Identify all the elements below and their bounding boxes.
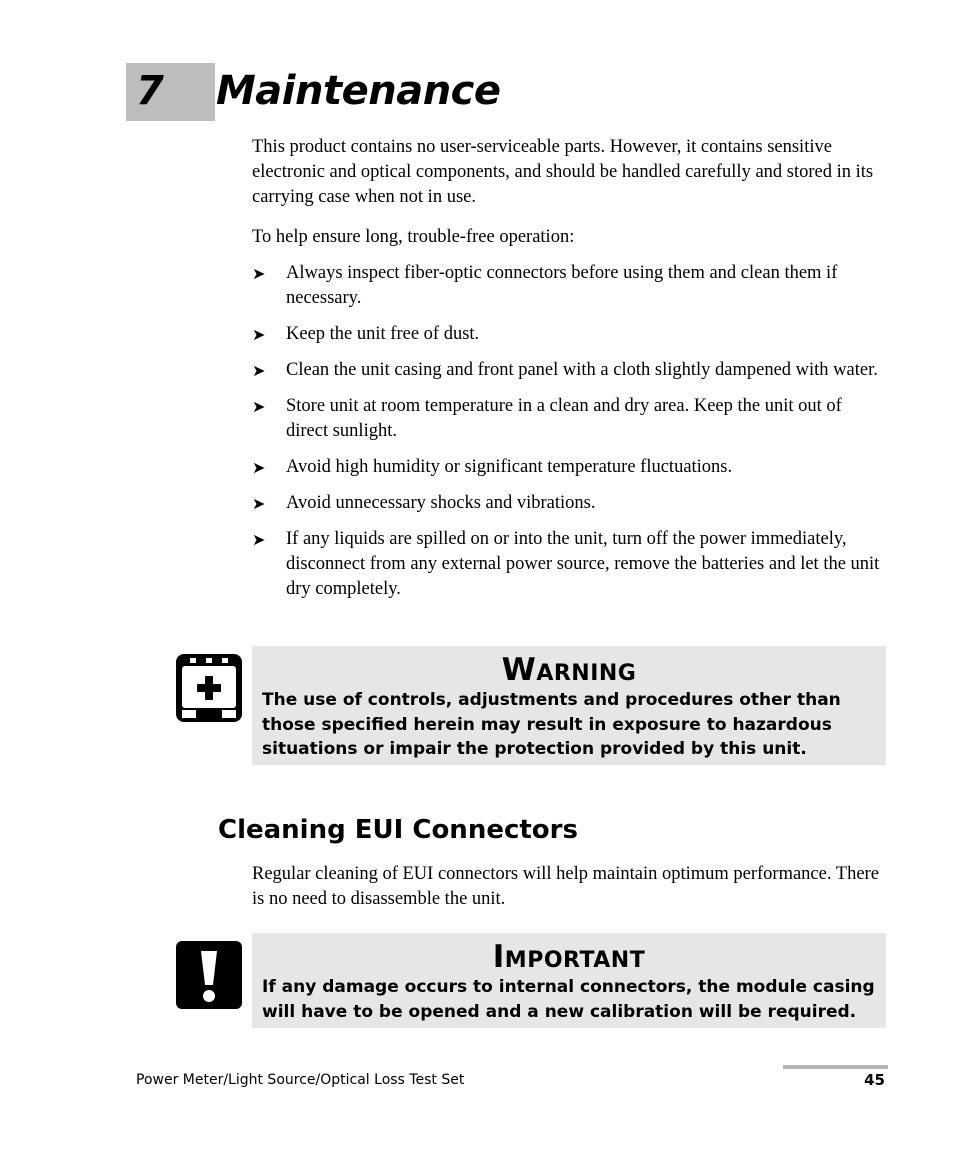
list-item [252, 261, 882, 311]
arrow-bullet-icon: ➤ [252, 532, 266, 549]
list-item [252, 322, 882, 347]
important-text: If any damage occurs to internal connectors, the module casing will have to be opened and a new calibration will be required. [262, 977, 875, 1022]
arrow-bullet-icon: ➤ [252, 460, 266, 477]
maintenance-tips-list [252, 261, 882, 613]
list-item [252, 394, 882, 444]
list-item-text: Clean the unit casing and front panel with a cloth slightly dampened with water. [286, 360, 878, 380]
list-item [252, 358, 882, 383]
important-title: Important [492, 939, 646, 975]
arrow-bullet-icon: ➤ [252, 496, 266, 513]
intro-lead-in: To help ensure long, trouble-free operation: [252, 227, 575, 247]
list-item [252, 527, 882, 602]
footer-rule [783, 1065, 888, 1069]
arrow-bullet-icon: ➤ [252, 327, 266, 344]
important-notice [252, 933, 886, 1028]
warning-text: The use of controls, adjustments and procedures other than those specified herein may result in exposure to hazardous situations or impair the protection provided by this unit. [262, 690, 841, 759]
list-item-text: Avoid unnecessary shocks and vibrations. [286, 493, 596, 513]
chapter-title: Maintenance [216, 68, 501, 114]
warning-title: Warning [501, 652, 637, 688]
list-item-text: Always inspect fiber-optic connectors before using them and clean them if necessary. [286, 263, 838, 308]
exclamation-icon [176, 941, 242, 1009]
list-item [252, 491, 882, 516]
section-heading: Cleaning EUI Connectors [218, 815, 578, 845]
chapter-number: 7 [136, 68, 164, 114]
section-paragraph: Regular cleaning of EUI connectors will help maintain optimum performance. There is no need to disassemble the unit. [252, 864, 879, 909]
intro-paragraph: This product contains no user-serviceable parts. However, it contains sensitive electronic and optical components, and should be handled carefully and stored in its carrying case when not in use. [252, 137, 874, 207]
list-item-text: Avoid high humidity or significant temperature fluctuations. [286, 457, 733, 477]
list-item [252, 455, 882, 480]
list-item-text: Store unit at room temperature in a clean and dry area. Keep the unit out of direct sunlight. [286, 396, 842, 441]
ambulance-icon [176, 654, 242, 722]
list-item-text: Keep the unit free of dust. [286, 324, 480, 344]
list-item-text: If any liquids are spilled on or into the unit, turn off the power immediately, disconnect from any external power source, remove the batteries and let the unit dry completely. [286, 529, 880, 599]
arrow-bullet-icon: ➤ [252, 266, 266, 283]
arrow-bullet-icon: ➤ [252, 363, 266, 380]
footer-title: Power Meter/Light Source/Optical Loss Test Set [136, 1072, 465, 1088]
arrow-bullet-icon: ➤ [252, 399, 266, 416]
warning-notice [252, 646, 886, 765]
page-number: 45 [864, 1071, 885, 1089]
